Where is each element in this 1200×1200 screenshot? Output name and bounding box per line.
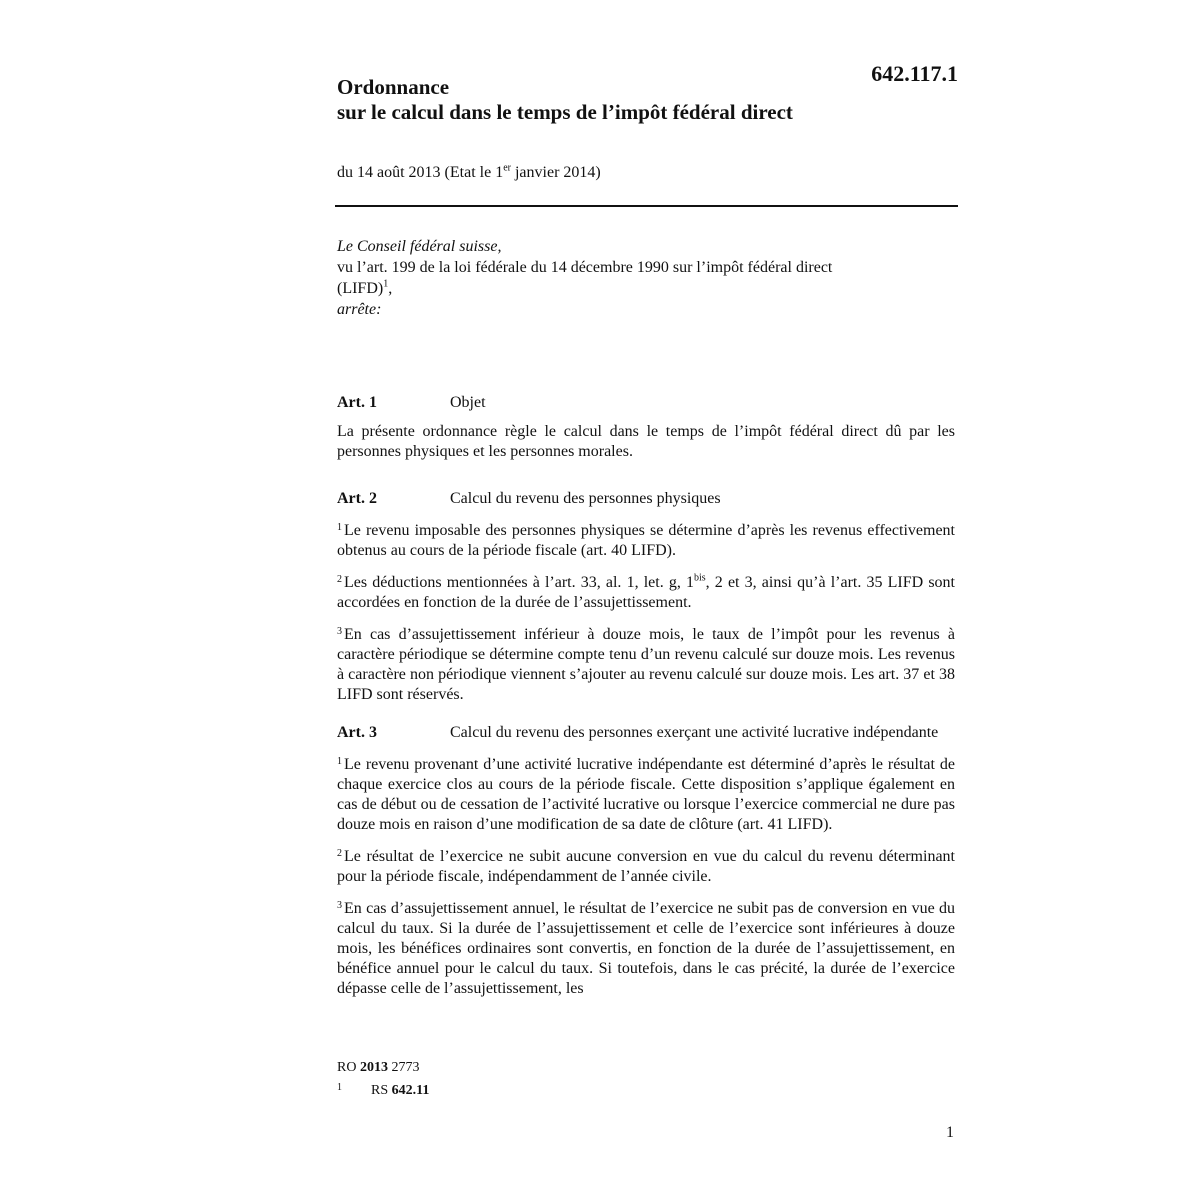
paragraph-text: Le revenu provenant d’une activité lucrative indépendante est déterminé d’après le résultat de chaque exercice clos au cours de la période fiscale. Cette disposition s’applique également en cas de début ou de cessation de l’activité lucrative ou lorsque l’exercice commercial ne dure pas douze mois en raison d’une modification de sa date de clôture (art. 41 LIFD). (337, 756, 955, 833)
article-3 (337, 723, 955, 999)
preamble-basis-abbrev: (LIFD) (337, 280, 384, 297)
official-compilation-ref (337, 1058, 429, 1078)
preamble-decree: arrête: (337, 301, 382, 318)
preamble-authority: Le Conseil fédéral suisse, (337, 238, 502, 255)
paragraph-superscript: bis (693, 572, 706, 584)
article-heading (337, 489, 955, 509)
article-number: Art. 2 (337, 490, 377, 507)
article-2 (337, 489, 955, 705)
title-line-2: sur le calcul dans le temps de l’impôt fédéral direct (337, 100, 793, 124)
article-number: Art. 1 (337, 394, 377, 411)
article-heading (337, 723, 955, 743)
document-number: 642.117.1 (871, 61, 958, 86)
ro-year: 2013 (359, 1060, 388, 1075)
footnote-mark: 1 (337, 1082, 342, 1093)
paragraph-text: En cas d’assujettissement annuel, le résultat de l’exercice ne subit pas de conversion en vue du calcul du taux. Si la durée de l’assujettissement et celle de l’exercice sont inférieures à douze mois, les bénéfices ordinaires sont convertis, en fonction de la durée de l’assujettissement, en bénéfice annuel pour le calcul du taux. Si toutefois, dans le cas précité, la durée de l’exercice dépasse celle de l’assujettissement, les (337, 900, 955, 997)
paragraph-number: 2 (337, 848, 342, 859)
ro-page: 2773 (387, 1060, 420, 1075)
paragraph-number: 2 (337, 574, 342, 585)
paragraph-number: 3 (337, 626, 342, 637)
paragraph-text: En cas d’assujettissement inférieur à douze mois, le taux de l’impôt pour les revenus à caractère périodique se détermine compte tenu d’un revenu calculé sur douze mois. Les revenus à caractère non périodique viennent s’ajouter au revenu calculé sur douze mois. Les art. 37 et 38 LIFD sont réservés. (337, 626, 955, 703)
paragraph-number: 1 (337, 756, 342, 767)
footnote-ref-1[interactable]: 1 (383, 278, 389, 290)
article-paragraph (337, 622, 955, 705)
paragraph-number: 3 (337, 900, 342, 911)
date-prefix: du 14 août 2013 (Etat le 1 (337, 164, 504, 181)
footnotes (337, 1058, 429, 1101)
article-1 (337, 393, 955, 462)
article-paragraph: La présente ordonnance règle le calcul dans le temps de l’impôt fédéral direct dû par les personnes physiques et les personnes morales. (337, 423, 955, 460)
preamble-basis-line-2 (337, 278, 958, 299)
paragraph-number: 1 (337, 522, 342, 533)
preamble (337, 236, 958, 320)
header-divider (335, 205, 958, 207)
preamble-basis-end: , (388, 280, 393, 297)
title-line-1: Ordonnance (337, 75, 450, 99)
footnote-1 (337, 1078, 429, 1101)
paragraph-text-a: Les déductions mentionnées à l’art. 33, al. 1, let. g, 1 (344, 574, 694, 591)
footnote-link[interactable]: 642.11 (391, 1083, 430, 1098)
document-date (337, 164, 601, 182)
article-number: Art. 3 (337, 724, 377, 741)
article-title: Calcul du revenu des personnes exerçant une activité lucrative indépendante (450, 724, 939, 741)
article-title: Objet (450, 394, 486, 411)
footnote-prefix: RS (371, 1083, 392, 1098)
page-number: 1 (946, 1124, 954, 1141)
article-paragraph (337, 752, 955, 835)
preamble-basis-line-1: vu l’art. 199 de la loi fédérale du 14 décembre 1990 sur l’impôt fédéral direct (337, 259, 833, 276)
article-paragraph (337, 570, 955, 613)
article-title: Calcul du revenu des personnes physiques (450, 490, 721, 507)
article-paragraph (337, 844, 955, 887)
article-paragraph (337, 896, 955, 999)
article-paragraph (337, 518, 955, 561)
document-page (337, 0, 958, 1200)
article-heading (337, 393, 955, 413)
document-title (337, 75, 793, 125)
paragraph-text-b: , 2 et 3, ainsi qu’à l’art. 35 LIFD sont accordées en fonction de la durée de l’assujettissement. (337, 574, 955, 611)
paragraph-text: Le résultat de l’exercice ne subit aucune conversion en vue du calcul du revenu déterminant pour la période fiscale, indépendamment de l’année civile. (337, 848, 955, 885)
ro-prefix: RO (337, 1060, 360, 1075)
date-superscript: er (503, 162, 511, 174)
paragraph-text: Le revenu imposable des personnes physiques se détermine d’après les revenus effectivement obtenus au cours de la période fiscale (art. 40 LIFD). (337, 522, 955, 559)
date-suffix: janvier 2014) (510, 164, 601, 181)
